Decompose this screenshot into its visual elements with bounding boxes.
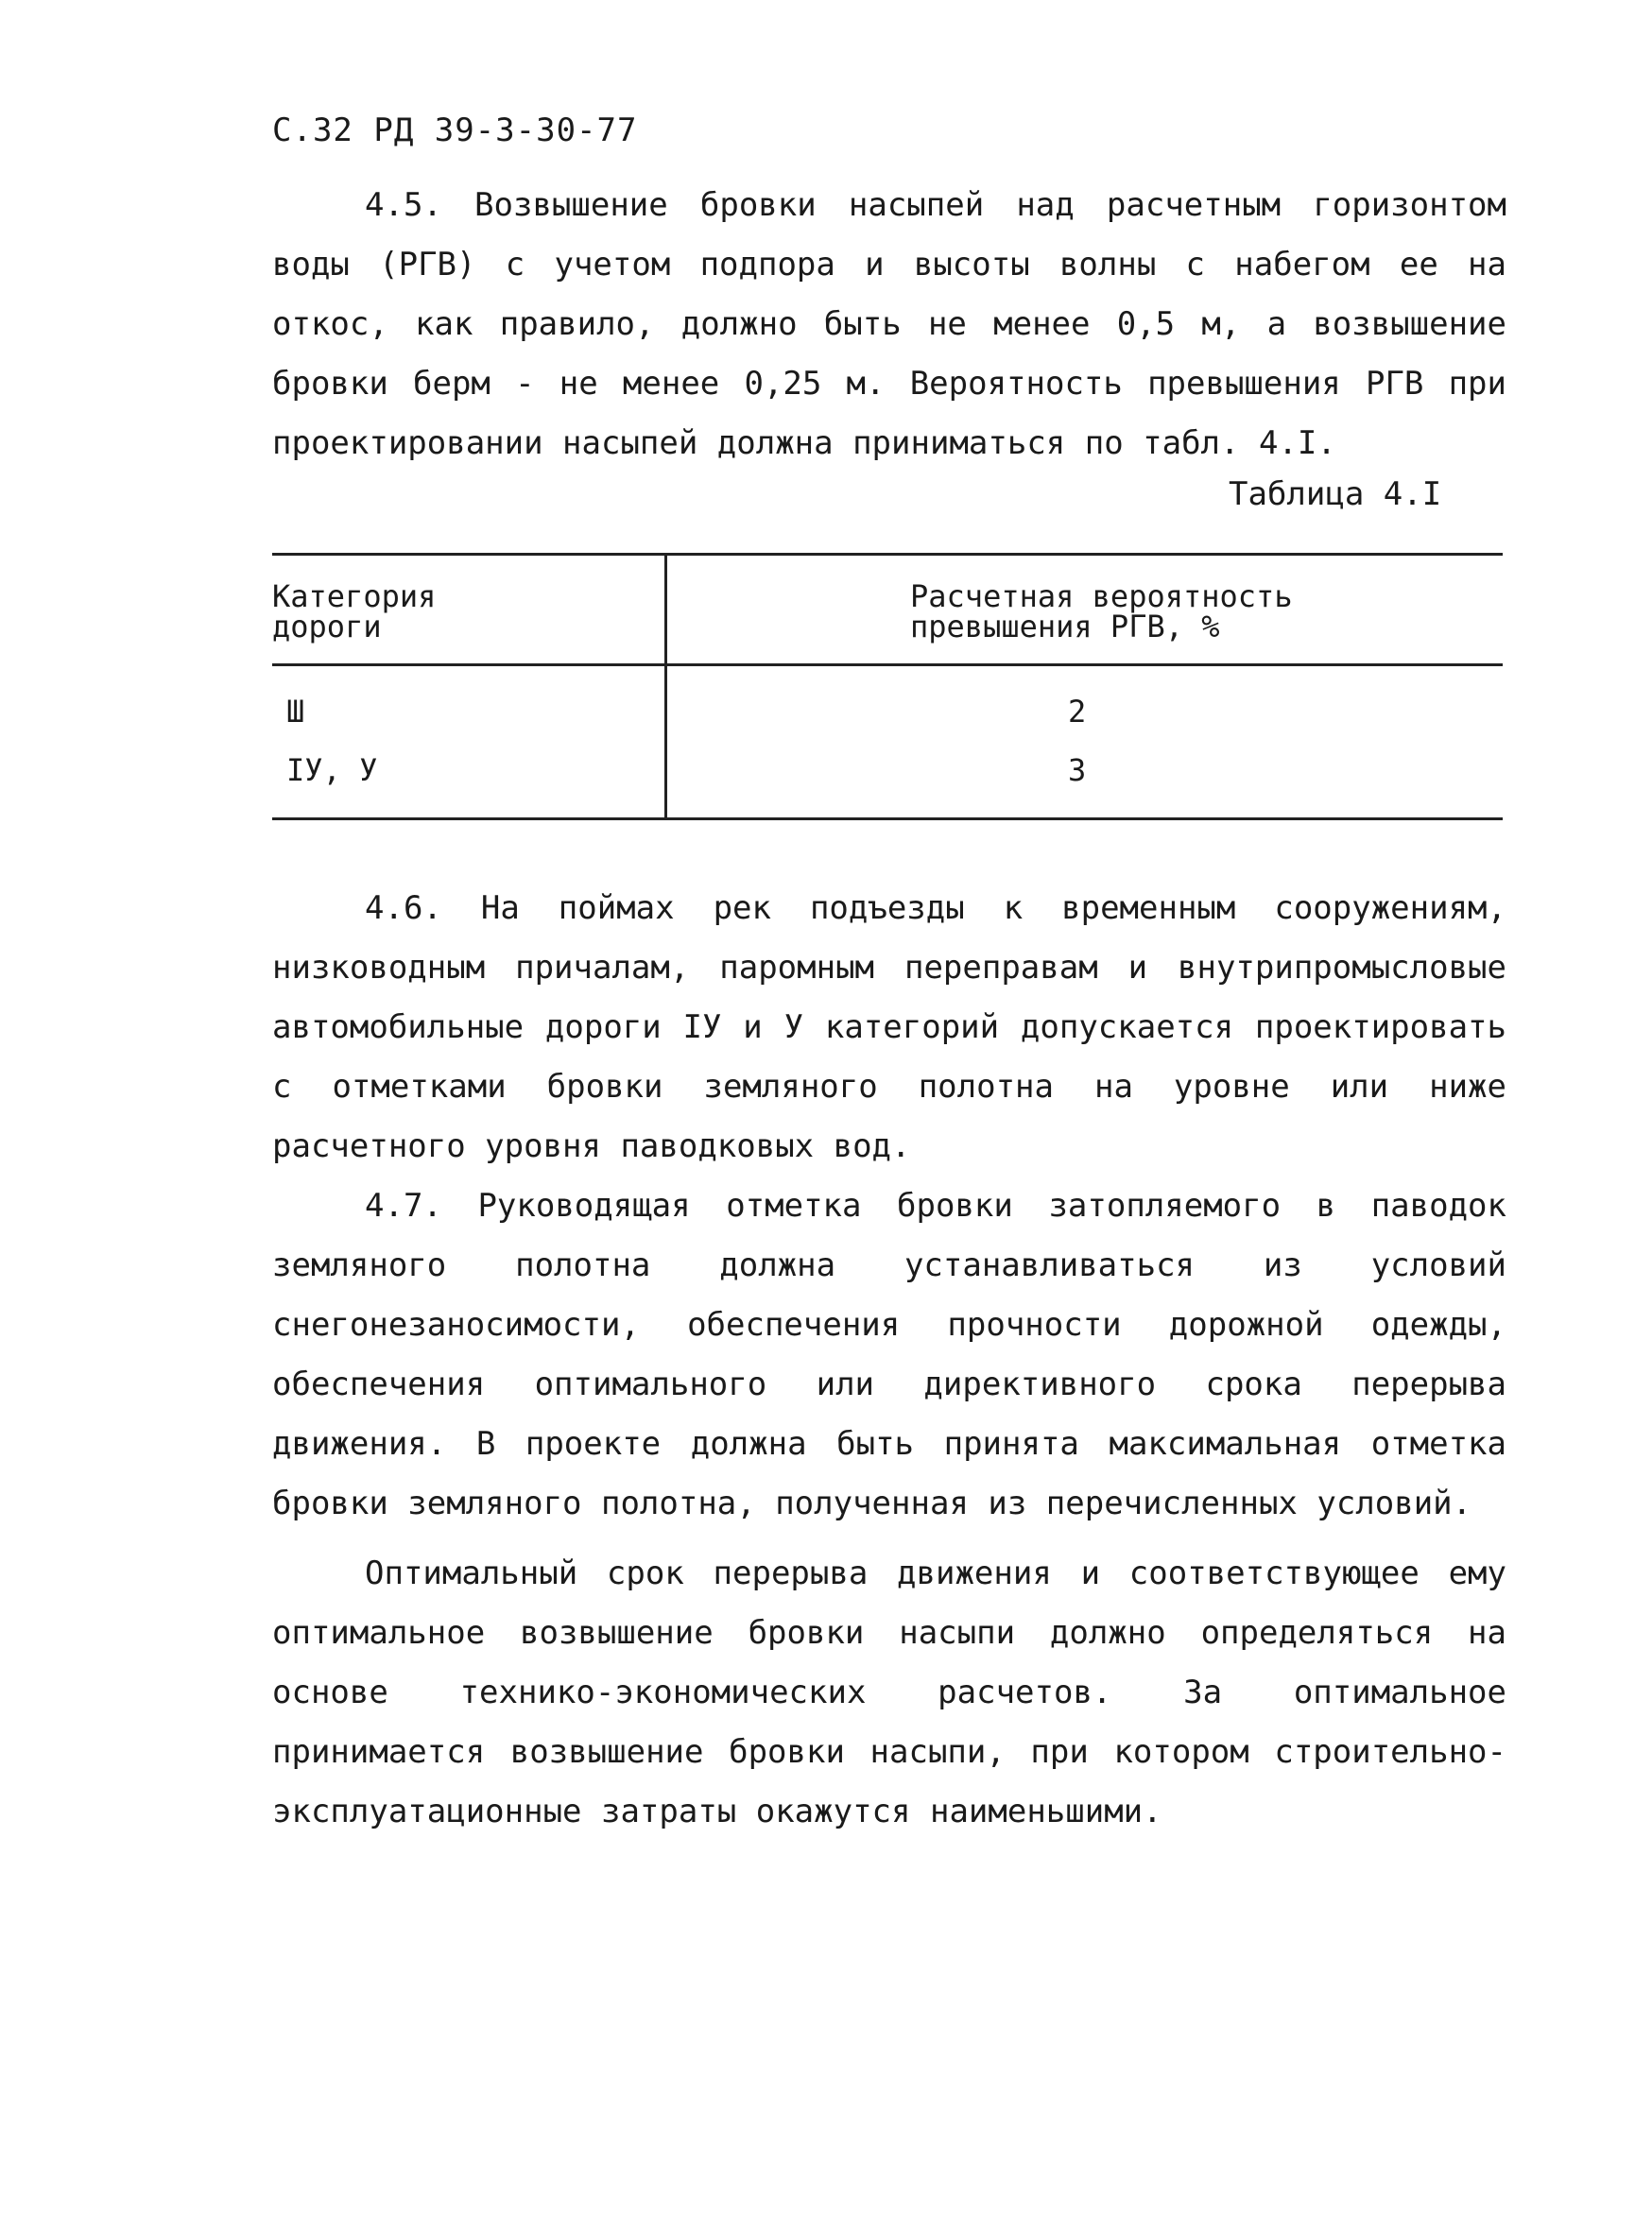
table-caption: Таблица 4.I bbox=[1229, 475, 1442, 513]
table-top-rule bbox=[272, 553, 1503, 556]
row-category: IУ, У bbox=[286, 752, 378, 788]
header-category-line1: Категория bbox=[272, 578, 437, 614]
table-bottom-rule bbox=[272, 817, 1503, 820]
paragraph-4-5: 4.5. Возвышение бровки насыпей над расчетным горизонтом воды (РГВ) с учетом подпора и высоты волны с набегом ее на откос, как правило, должно быть не менее 0,5 м, а возвышение бровки берм - не менее 0,25 м. Вероятность превышения РГВ при проектировании насыпей должна приниматься по табл. 4.I. bbox=[272, 186, 1506, 462]
paragraph-optimal-term: Оптимальный срок перерыва движения и соответствующее ему оптимальное возвышение бровки насыпи должно определяться на основе технико-экономических расчетов. За оптимальное принимается возвышение бровки насыпи, при котором строительно-эксплуатационные затраты окажутся наименьшими. bbox=[272, 1555, 1506, 1830]
row-value: 3 bbox=[1068, 752, 1087, 788]
row-value: 2 bbox=[1068, 694, 1087, 730]
table-column-divider bbox=[664, 553, 667, 820]
paragraph-4-7: 4.7. Руководящая отметка бровки затопляемого в паводок земляного полотна должна устанавливаться из условий снегонезаносимости, обеспечения прочности дорожной одежды, обеспечения оптимального или директивного срока перерыва движения. В проекте должна быть принята максимальная отметка бровки земляного полотна, полученная из перечисленных условий. bbox=[272, 1187, 1506, 1522]
document-reference: С.32 РД 39-3-30-77 bbox=[272, 112, 638, 149]
paragraph-4-6: 4.6. На поймах рек подъезды к временным сооружениям, низководным причалам, паромным переправам и внутрипромысловые автомобильные дороги IУ и У категорий допускается проектировать с отметками бровки земляного полотна на уровне или ниже расчетного уровня паводковых вод. bbox=[272, 889, 1506, 1165]
row-category: Ш bbox=[286, 694, 305, 730]
header-probability-line1: Расчетная вероятность bbox=[910, 578, 1293, 614]
header-category-line2: дороги bbox=[272, 609, 382, 644]
header-probability-line2: превышения РГВ, % bbox=[910, 609, 1220, 644]
table-header-rule bbox=[272, 663, 1503, 666]
